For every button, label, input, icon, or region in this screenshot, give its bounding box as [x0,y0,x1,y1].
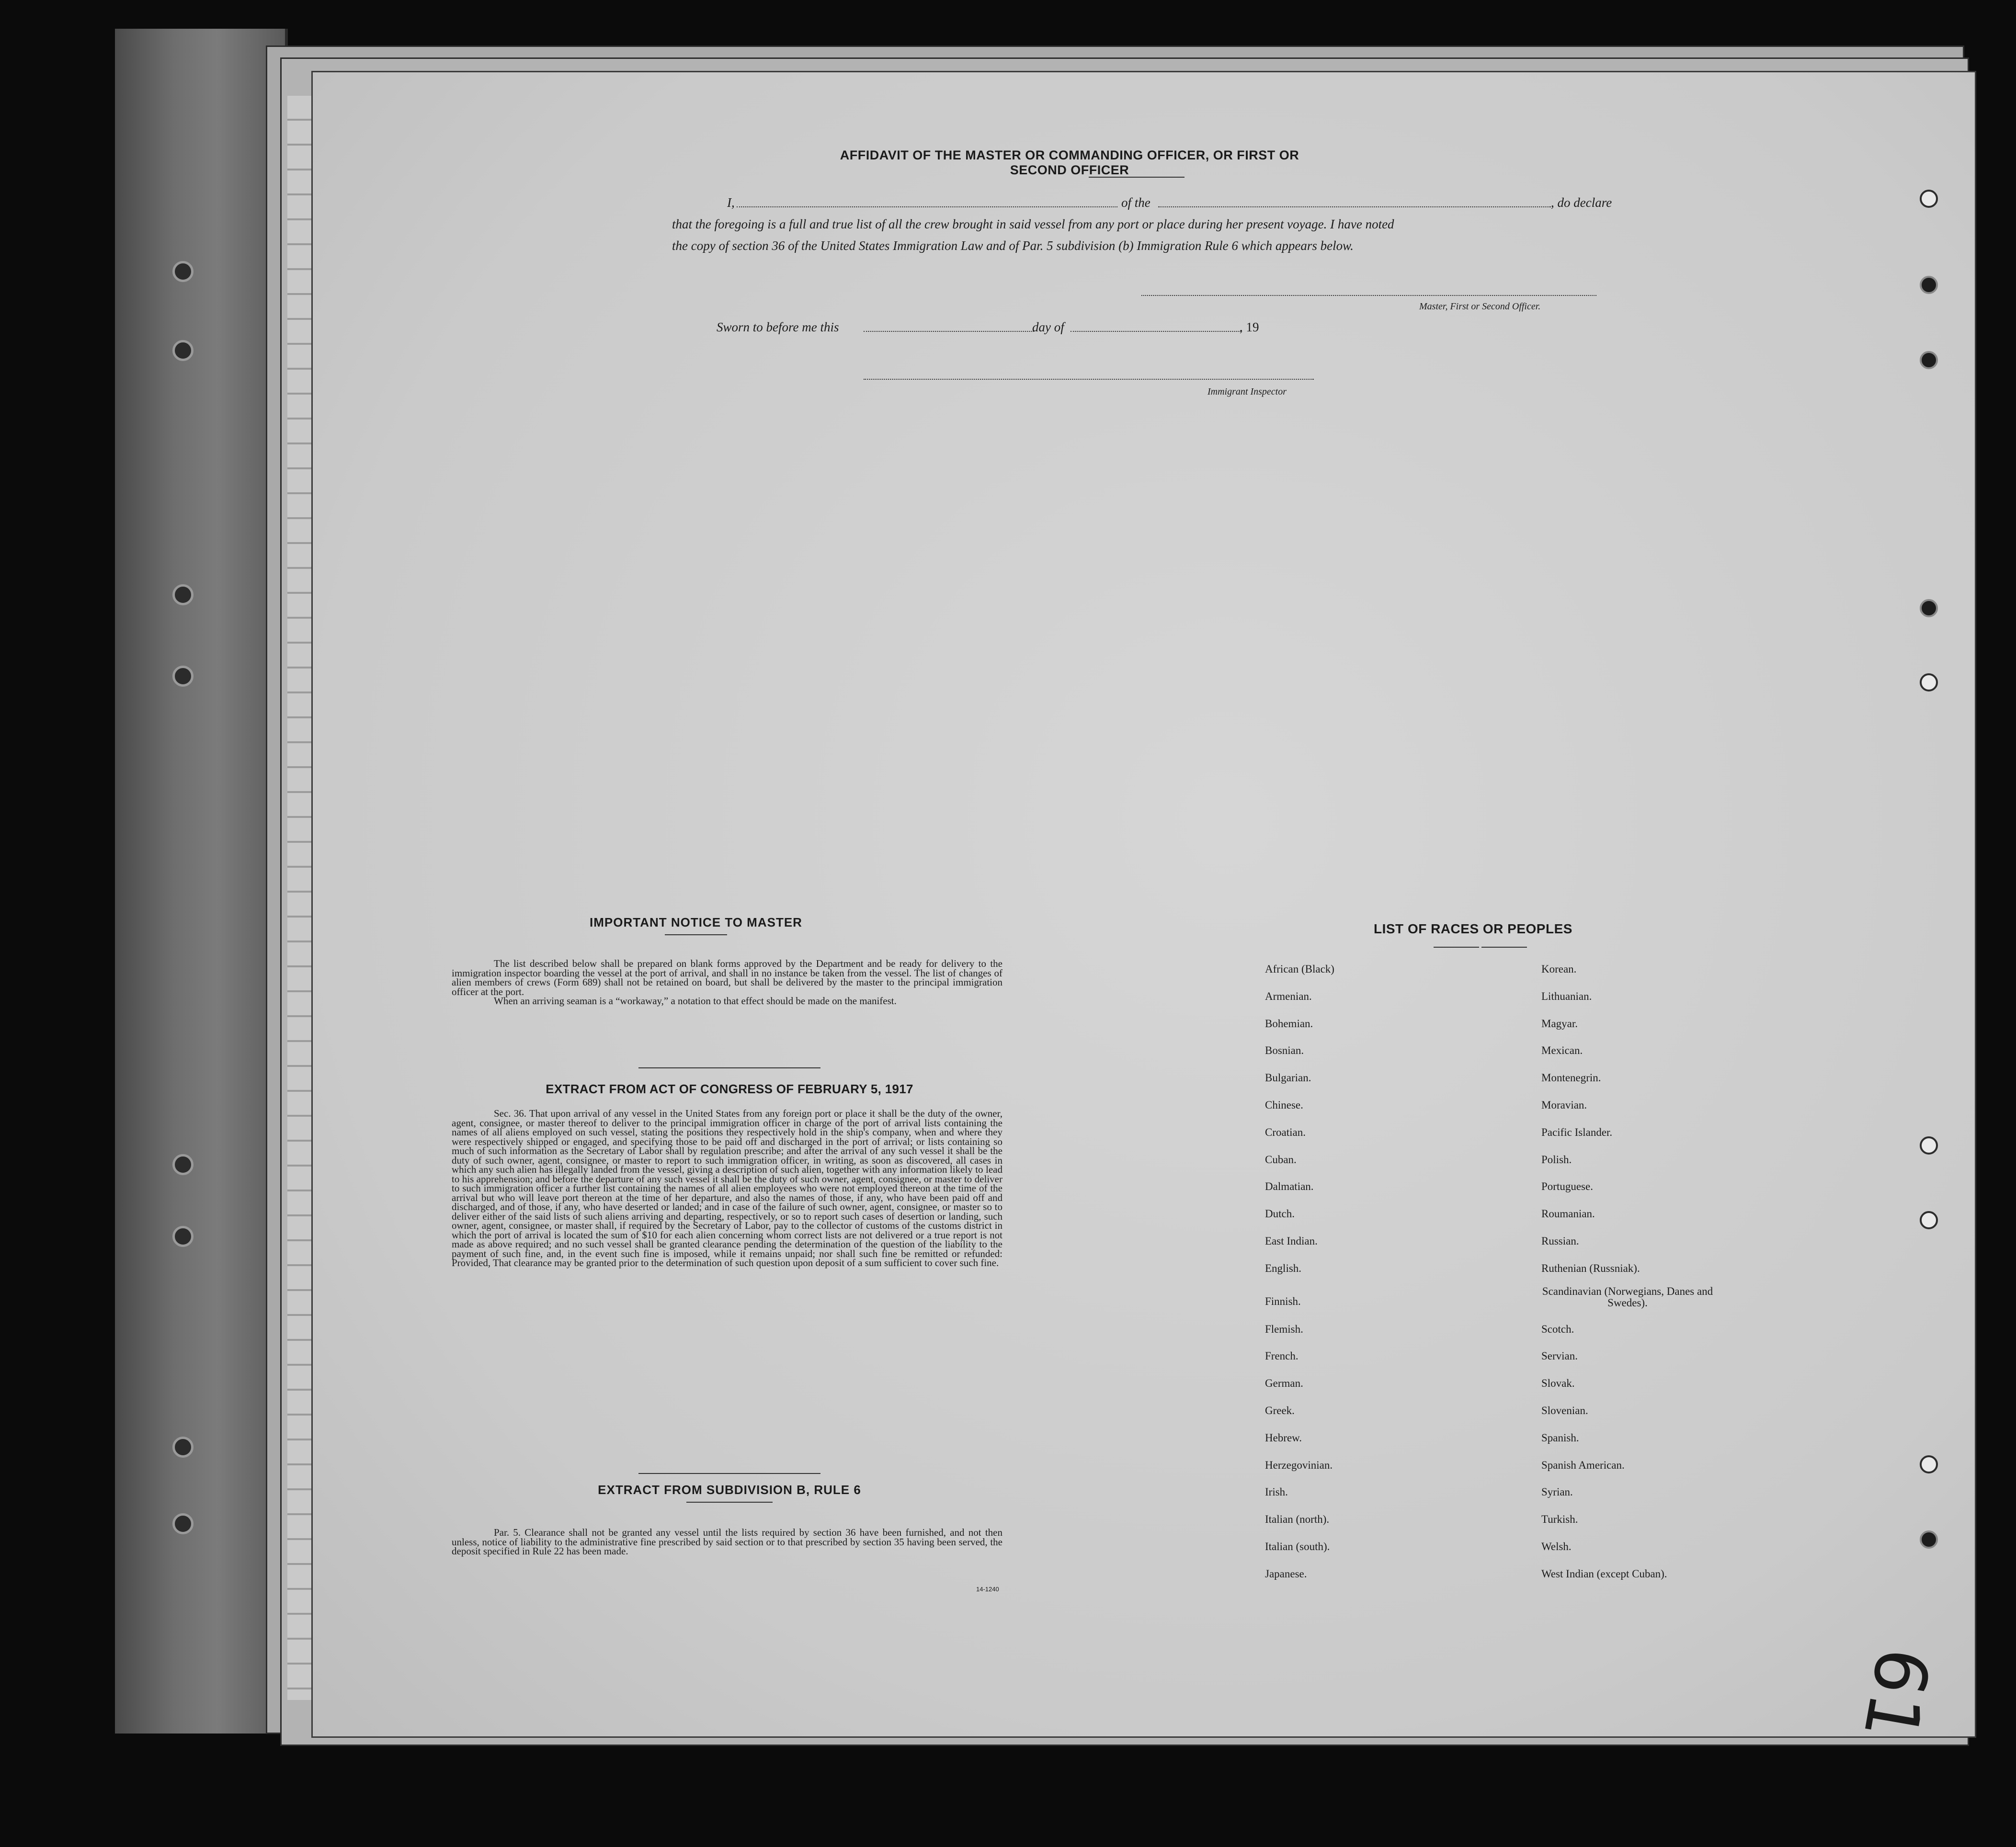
race-item: Welsh. [1541,1541,1572,1552]
punch-hole [1920,351,1938,369]
race-item: Japanese. [1265,1567,1307,1580]
sworn-mid: day of [1032,320,1064,334]
binder-hole [172,1154,194,1175]
race-item: Armenian. [1265,990,1312,1002]
ledger-strip [287,96,311,1700]
affidavit-line3: the copy of section 36 of the United States Immigration Law and of Par. 5 subdivision (b) Immigration Rule 6 which appears below. [672,238,1354,253]
manifest-sheet [311,71,1976,1747]
race-item: French. [1265,1350,1298,1362]
race-item: Spanish. [1541,1431,1579,1444]
notice-paragraph-2: When an arriving seaman is a “workaway,” a notation to that effect should be made on the manifest. [494,995,897,1007]
section-rule [638,1473,820,1474]
notice-title: IMPORTANT NOTICE TO MASTER [590,915,802,929]
binder-hole [172,1513,194,1534]
binder-hole [172,261,194,282]
race-item: Slovenian. [1541,1405,1588,1416]
vessel-blank [1158,206,1551,207]
race-item: Moravian. [1541,1099,1587,1111]
master-caption: Master, First or Second Officer. [1419,301,1541,312]
punch-hole [1920,1136,1938,1155]
race-item: Hebrew. [1265,1431,1302,1444]
binder-hole [172,1226,194,1247]
race-item: Portuguese. [1541,1180,1593,1193]
punch-hole [1920,599,1938,617]
binder-hole [172,1437,194,1458]
race-item: Flemish. [1265,1323,1303,1335]
punch-hole [1920,276,1938,294]
race-item: Bulgarian. [1265,1072,1311,1084]
section-rule [638,1067,820,1068]
affidavit-line2: that the foregoing is a full and true list of all the crew brought in said vessel from any port or place during her present voyage. I have noted [672,217,1394,231]
notice-rule [665,934,727,935]
race-item: German. [1265,1377,1303,1390]
race-item: Roumanian. [1541,1208,1595,1220]
rule-6-text: Par. 5. Clearance shall not be granted any vessel until the lists required by section 36 have been furnished, and not then unless, notice of liability to the administrative fine prescribed by said section or to that prescribed by section 35 having been served, the deposit specified in Rule 22 has been made. [452,1527,1002,1557]
name-blank [737,206,1117,207]
punch-hole [1920,1530,1938,1549]
binder-spine [115,29,288,1734]
race-item: Italian (north). [1265,1513,1330,1526]
race-item: Chinese. [1265,1099,1303,1111]
race-item: Irish. [1265,1486,1288,1498]
race-item: Spanish American. [1541,1459,1625,1471]
month-blank [1071,331,1241,332]
race-item: Montenegrin. [1541,1072,1601,1084]
sworn-suffix: , 19 [1240,320,1259,334]
race-item: East Indian. [1265,1235,1318,1247]
binder-hole [172,584,194,605]
race-item: Bohemian. [1265,1017,1313,1030]
race-item: Herzegovinian. [1265,1459,1333,1471]
race-item: Turkish. [1541,1513,1578,1526]
extract2-body [452,1528,1002,1556]
extract2-rule [686,1502,773,1503]
race-item: Finnish. [1265,1295,1301,1307]
race-item: West Indian (except Cuban). [1541,1567,1667,1580]
affidavit-line1-suffix: , do declare [1551,195,1612,210]
punch-hole [1920,1211,1938,1229]
race-item: Dalmatian. [1265,1180,1314,1193]
punch-hole [1920,1455,1938,1473]
race-item: Syrian. [1541,1486,1573,1498]
handwritten-page-number: 61 [1847,1642,1945,1747]
race-item: Bosnian. [1265,1044,1304,1057]
race-item: Magyar. [1541,1017,1578,1030]
affidavit-title: AFFIDAVIT OF THE MASTER OR COMMANDING OFFICER, OR FIRST OR SECOND OFFICER [840,148,1299,177]
race-item: Scandinavian (Norwegians, Danes and Swedes). [1542,1285,1713,1309]
race-item: Lithuanian. [1541,990,1592,1002]
master-signature-line [1141,295,1596,296]
race-item: Greek. [1265,1405,1295,1416]
extract2-title: EXTRACT FROM SUBDIVISION B, RULE 6 [598,1483,861,1497]
race-item: English. [1265,1262,1302,1274]
race-item: Cuban. [1265,1153,1297,1166]
title-rule [1089,177,1185,178]
binder-hole [172,666,194,687]
extract1-body [452,1109,1002,1268]
affidavit-line1-prefix: I, [727,195,735,210]
inspector-caption: Immigrant Inspector [1207,386,1287,397]
extract1-title: EXTRACT FROM ACT OF CONGRESS OF FEBRUARY 5, 1917 [546,1082,913,1096]
notice-paragraph-1: The list described below shall be prepared on blank forms approved by the Department and be ready for delivery to the immigration inspector boarding the vessel at the port of arrival, and shall in no instance be taken from the vessel. The list of changes of alien members of crews (Form 689) shall not be retained on board, but shall be delivered by the master to the principal immigration officer at the port. [452,958,1002,997]
punch-hole [1920,673,1938,691]
race-item: Italian (south). [1265,1541,1330,1552]
race-item: Dutch. [1265,1208,1295,1220]
race-item: Polish. [1541,1153,1572,1166]
day-blank [864,331,1034,332]
binder-hole [172,340,194,361]
race-item: Servian. [1541,1350,1578,1362]
race-item: Mexican. [1541,1044,1583,1057]
sworn-prefix: Sworn to before me this [717,320,839,334]
notice-body [452,959,1002,1006]
section-36-text: Sec. 36. That upon arrival of any vessel in the United States from any foreign port or place it shall be the duty of the owner, agent, consignee, or master thereof to deliver to the principal immigration officer in charge of the port of arrival lists containing the names of all aliens employed on such vessel, stating the positions they respectively hold in the ship's company, when and where they were respectively shipped or engaged, and specifying those to be paid off and discharged in the port of arrival; or lists containing so much of such information as the Secretary of Labor shall by regulation prescribe; and after the arrival of any such vessel it shall be the duty of such owner, agent, consignee, or master to report to such immigration officer, in writing, as soon as discovered, all cases in which any such alien has illegally landed from the vessel, giving a description of such alien, together with any information likely to lead to his apprehension; and before the departure of any such vessel it shall be the duty of such owner, agent, consignee, or master to deliver to such immigration officer a further list containing the names of all alien employees who were not employed thereon at the time of the arrival but who will leave port thereon at the time of her departure, and also the names of those, if any, who have been paid off and discharged, and of those, if any, who have deserted or landed; and in case of the failure of such owner, agent, consignee, or master so to deliver either of the said lists of such aliens arriving and departing, respectively, or so to report such cases of desertion or landing, such owner, agent, consignee, or master shall, if required by the Secretary of Labor, pay to the collector of customs of the customs district in which the port of arrival is located the sum of $10 for each alien concerning whom correct lists are not delivered or a true report is not made as above required; and no such vessel shall be granted clearance pending the determination of the question of the liability to the payment of such fine, and, in the event such fine is imposed, while it remains unpaid; nor shall such fine be remitted or refunded: Provided, That clearance may be granted prior to the determination of such question upon deposit of a sum sufficient to cover such fine. [452,1108,1002,1269]
punch-hole [1920,190,1938,208]
race-item: Slovak. [1541,1377,1575,1390]
race-item: Pacific Islander. [1541,1126,1613,1138]
race-item: Scotch. [1541,1323,1574,1335]
race-item: African (Black) [1265,963,1334,975]
race-item: Croatian. [1265,1126,1306,1138]
race-item: Korean. [1541,963,1577,975]
races-title: LIST OF RACES OR PEOPLES [1374,921,1572,936]
affidavit-line1-mid: of the [1121,195,1150,210]
races-rule-left [1434,947,1479,948]
race-item: Russian. [1541,1235,1579,1247]
races-rule-right [1481,947,1527,948]
form-number: 14-1240 [976,1586,999,1593]
race-item: Ruthenian (Russniak). [1541,1262,1640,1274]
inspector-signature-line [864,379,1314,380]
